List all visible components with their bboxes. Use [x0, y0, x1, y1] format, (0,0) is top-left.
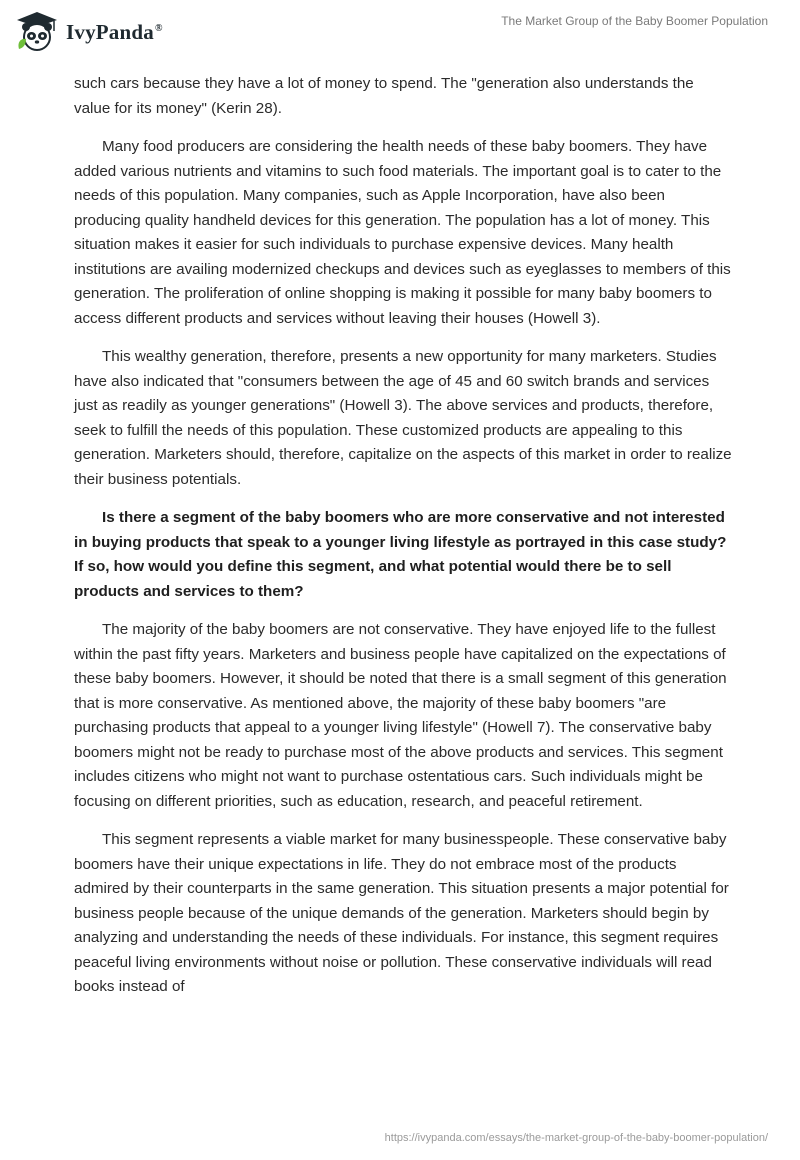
- brand-name: IvyPanda®: [66, 19, 163, 44]
- page-header: [0, 0, 800, 70]
- trademark-mark: ®: [154, 22, 163, 34]
- source-url[interactable]: https://ivypanda.com/essays/the-market-group-of-the-baby-boomer-population/: [384, 1132, 768, 1144]
- panda-graduate-icon: [14, 9, 60, 55]
- ivypanda-logo[interactable]: [14, 8, 204, 56]
- paragraph-5: This segment represents a viable market for many businesspeople. These conservative baby boomers have their unique expectations in life. They do not embrace most of the products admired by their counterparts in the same generation. This situation presents a major potential for business people because of the unique demands of the generation. Marketers should begin by analyzing and understanding the needs of these individuals. For instance, this segment requires peaceful living environments without noise or pollution. These conservative individuals will read books instead of: [74, 831, 729, 995]
- paragraph-1: such cars because they have a lot of money to spend. The "generation also understands the value for its money" (Kerin 28).: [74, 75, 694, 117]
- document-title: The Market Group of the Baby Boomer Population: [501, 14, 768, 28]
- paragraph-3: This wealthy generation, therefore, presents a new opportunity for many marketers. Studies have also indicated that "consumers between the age of 45 and 60 switch brands and services just as readily as younger generations" (Howell 3). The above services and products, therefore, seek to fulfill the needs of this population. These customized products are appealing to this generation. Marketers should, therefore, capitalize on the aspects of this market in order to realize their business potentials.: [74, 348, 732, 488]
- paragraph-4: The majority of the baby boomers are not conservative. They have enjoyed life to the fullest within the past fifty years. Marketers and business people have capitalized on the expectations of these baby boomers. However, it should be noted that there is a small segment of this generation that is more conservative. As mentioned above, the majority of these baby boomers "are purchasing products that appeal to a younger living lifestyle" (Howell 7). The conservative baby boomers might not be ready to purchase most of the above products and services. This segment includes citizens who might not want to purchase ostentatious cars. Such individuals might be focusing on different priorities, such as education, research, and peaceful retirement.: [74, 621, 727, 810]
- paragraph-2: Many food producers are considering the health needs of these baby boomers. They have added various nutrients and vitamins to such food materials. The important goal is to cater to the needs of this population. Many companies, such as Apple Incorporation, have also been producing quality handheld devices for this generation. The population has a lot of money. This situation makes it easier for such individuals to purchase expensive devices. Many health institutions are availing modernized checkups and devices such as eyeglasses to members of this generation. The proliferation of online shopping is making it possible for many baby boomers to access different products and services without leaving their houses (Howell 3).: [74, 138, 731, 327]
- question-heading: Is there a segment of the baby boomers who are more conservative and not interested in buying products that speak to a younger living lifestyle as portrayed in this case study? If so, how would you define this segment, and what potential would there be to sell products and services to them?: [74, 509, 727, 600]
- essay-body: [74, 72, 734, 1014]
